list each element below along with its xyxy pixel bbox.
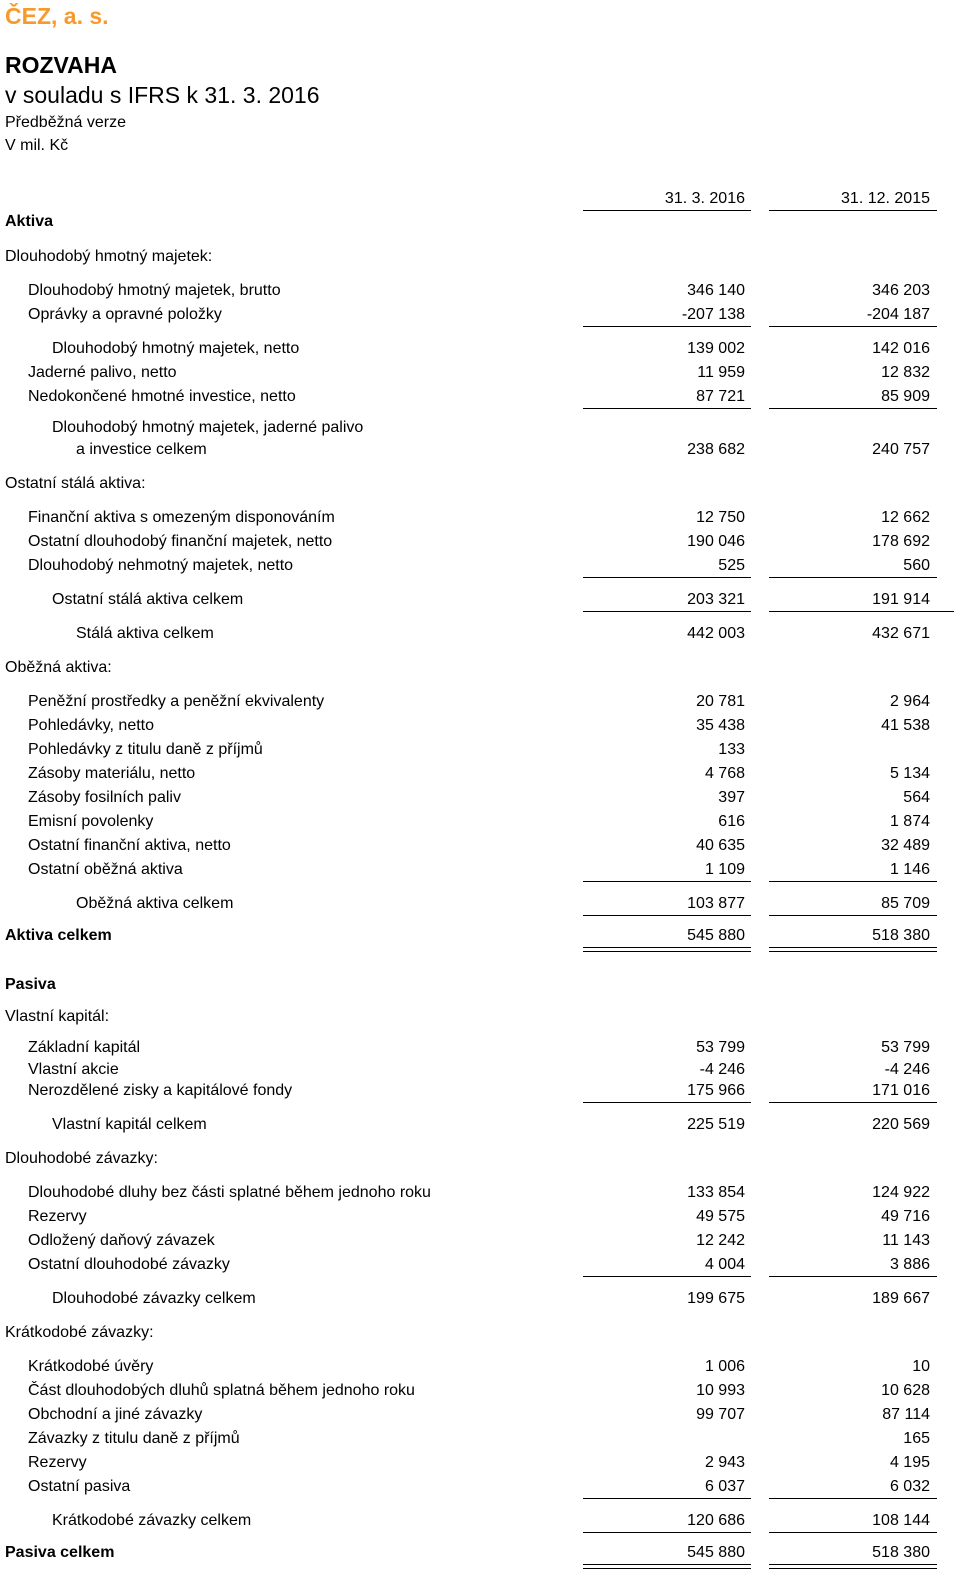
- subtotal-rule: [583, 577, 751, 578]
- table-row: Nerozdělené zisky a kapitálové fondy 175 966 171 016: [28, 1082, 930, 1099]
- section-heading-liabilities: Pasiva: [5, 976, 56, 993]
- column-header-row: [0, 188, 960, 210]
- table-row: Zásoby fosilních paliv 397 564: [28, 789, 930, 806]
- subtotal-rule: [583, 611, 751, 612]
- table-row: Pohledávky z titulu daně z příjmů 133: [28, 741, 745, 758]
- total-double-rule: [769, 1564, 937, 1569]
- table-row: Nedokončené hmotné investice, netto 87 721 85 909: [28, 388, 930, 405]
- total-row-assets: Aktiva celkem 545 880 518 380: [5, 927, 930, 944]
- table-row: Vlastní kapitál celkem 225 519 220 569: [52, 1116, 930, 1133]
- subtotal-rule: [583, 1276, 751, 1277]
- table-row: Zásoby materiálu, netto 4 768 5 134: [28, 765, 930, 782]
- subtotal-rule: [583, 881, 751, 882]
- subtotal-rule: [769, 577, 937, 578]
- table-row: Rezervy 49 575 49 716: [28, 1208, 930, 1225]
- table-row: Finanční aktiva s omezeným disponováním 12 750 12 662: [28, 509, 930, 526]
- table-row: Závazky z titulu daně z příjmů 165: [28, 1430, 930, 1447]
- subtotal-rule: [769, 1276, 937, 1277]
- section-heading-assets: Aktiva: [5, 213, 54, 230]
- table-row: Ostatní pasiva 6 037 6 032: [28, 1478, 930, 1495]
- total-row-liabilities: Pasiva celkem 545 880 518 380: [5, 1544, 930, 1561]
- subtotal-rule: [583, 408, 751, 409]
- table-row: Ostatní dlouhodobý finanční majetek, netto 190 046 178 692: [28, 533, 930, 550]
- table-row: Krátkodobé úvěry 1 006 10: [28, 1358, 930, 1375]
- subtotal-rule: [769, 611, 954, 612]
- company-name: ČEZ, a. s.: [5, 3, 109, 29]
- table-row: Stálá aktiva celkem 442 003 432 671: [76, 625, 930, 642]
- subtotal-rule: [769, 326, 937, 327]
- statement-title: ROZVAHA: [5, 52, 118, 78]
- group-heading: Dlouhodobé závazky:: [5, 1150, 158, 1167]
- table-row: Obchodní a jiné závazky 99 707 87 114: [28, 1406, 930, 1423]
- table-row: Oprávky a opravné položky -207 138 -204 187: [28, 306, 930, 323]
- subtotal-rule: [583, 1102, 751, 1103]
- table-row: Dlouhodobý nehmotný majetek, netto 525 560: [28, 557, 930, 574]
- subtotal-rule: [769, 1532, 937, 1533]
- group-heading: Vlastní kapitál:: [5, 1008, 110, 1025]
- group-heading: Ostatní stálá aktiva:: [5, 475, 146, 492]
- total-double-rule: [583, 1564, 751, 1569]
- total-double-rule: [769, 947, 937, 952]
- subtotal-rule: [769, 881, 937, 882]
- table-row: Ostatní finanční aktiva, netto 40 635 32 489: [28, 837, 930, 854]
- group-heading: Dlouhodobý hmotný majetek:: [5, 248, 213, 265]
- group-heading: Oběžná aktiva:: [5, 659, 112, 676]
- group-heading: Krátkodobé závazky:: [5, 1324, 154, 1341]
- table-row: Emisní povolenky 616 1 874: [28, 813, 930, 830]
- statement-subtitle: v souladu s IFRS k 31. 3. 2016: [5, 82, 320, 108]
- table-row: Vlastní akcie -4 246 -4 246: [28, 1061, 930, 1078]
- table-row: Pohledávky, netto 35 438 41 538: [28, 717, 930, 734]
- version-note: Předběžná verze: [5, 114, 126, 131]
- column-header-current: 31. 3. 2016: [664, 190, 745, 207]
- table-row: Ostatní dlouhodobé závazky 4 004 3 886: [28, 1256, 930, 1273]
- table-row: Základní kapitál 53 799 53 799: [28, 1039, 930, 1056]
- table-row: Dlouhodobý hmotný majetek, jaderné palivo: [52, 419, 364, 436]
- table-row: Oběžná aktiva celkem 103 877 85 709: [76, 895, 930, 912]
- unit-note: V mil. Kč: [5, 137, 69, 154]
- table-row: Jaderné palivo, netto 11 959 12 832: [28, 364, 930, 381]
- subtotal-rule: [769, 408, 937, 409]
- subtotal-rule: [583, 1498, 751, 1499]
- subtotal-rule: [769, 1498, 937, 1499]
- table-row: Peněžní prostředky a peněžní ekvivalenty 20 781 2 964: [28, 693, 930, 710]
- subtotal-rule: [583, 915, 751, 916]
- subtotal-rule: [769, 915, 937, 916]
- table-row: Dlouhodobé dluhy bez části splatné během jednoho roku 133 854 124 922: [28, 1184, 930, 1201]
- table-row: Dlouhodobý hmotný majetek, brutto 346 140 346 203: [28, 282, 930, 299]
- table-row: Ostatní oběžná aktiva 1 109 1 146: [28, 861, 930, 878]
- table-row: Rezervy 2 943 4 195: [28, 1454, 930, 1471]
- subtotal-rule: [583, 326, 751, 327]
- table-row: Dlouhodobé závazky celkem 199 675 189 667: [52, 1290, 930, 1307]
- table-row: Ostatní stálá aktiva celkem 203 321 191 914: [52, 591, 930, 608]
- table-row: Krátkodobé závazky celkem 120 686 108 144: [52, 1512, 930, 1529]
- table-row: Odložený daňový závazek 12 242 11 143: [28, 1232, 930, 1249]
- table-row: Část dlouhodobých dluhů splatná během jednoho roku 10 993 10 628: [28, 1382, 930, 1399]
- table-row: a investice celkem 238 682 240 757: [76, 441, 930, 458]
- subtotal-rule: [583, 1532, 751, 1533]
- column-header-previous: 31. 12. 2015: [841, 190, 930, 207]
- subtotal-rule: [769, 1102, 937, 1103]
- total-double-rule: [583, 947, 751, 952]
- table-row: Dlouhodobý hmotný majetek, netto 139 002 142 016: [52, 340, 930, 357]
